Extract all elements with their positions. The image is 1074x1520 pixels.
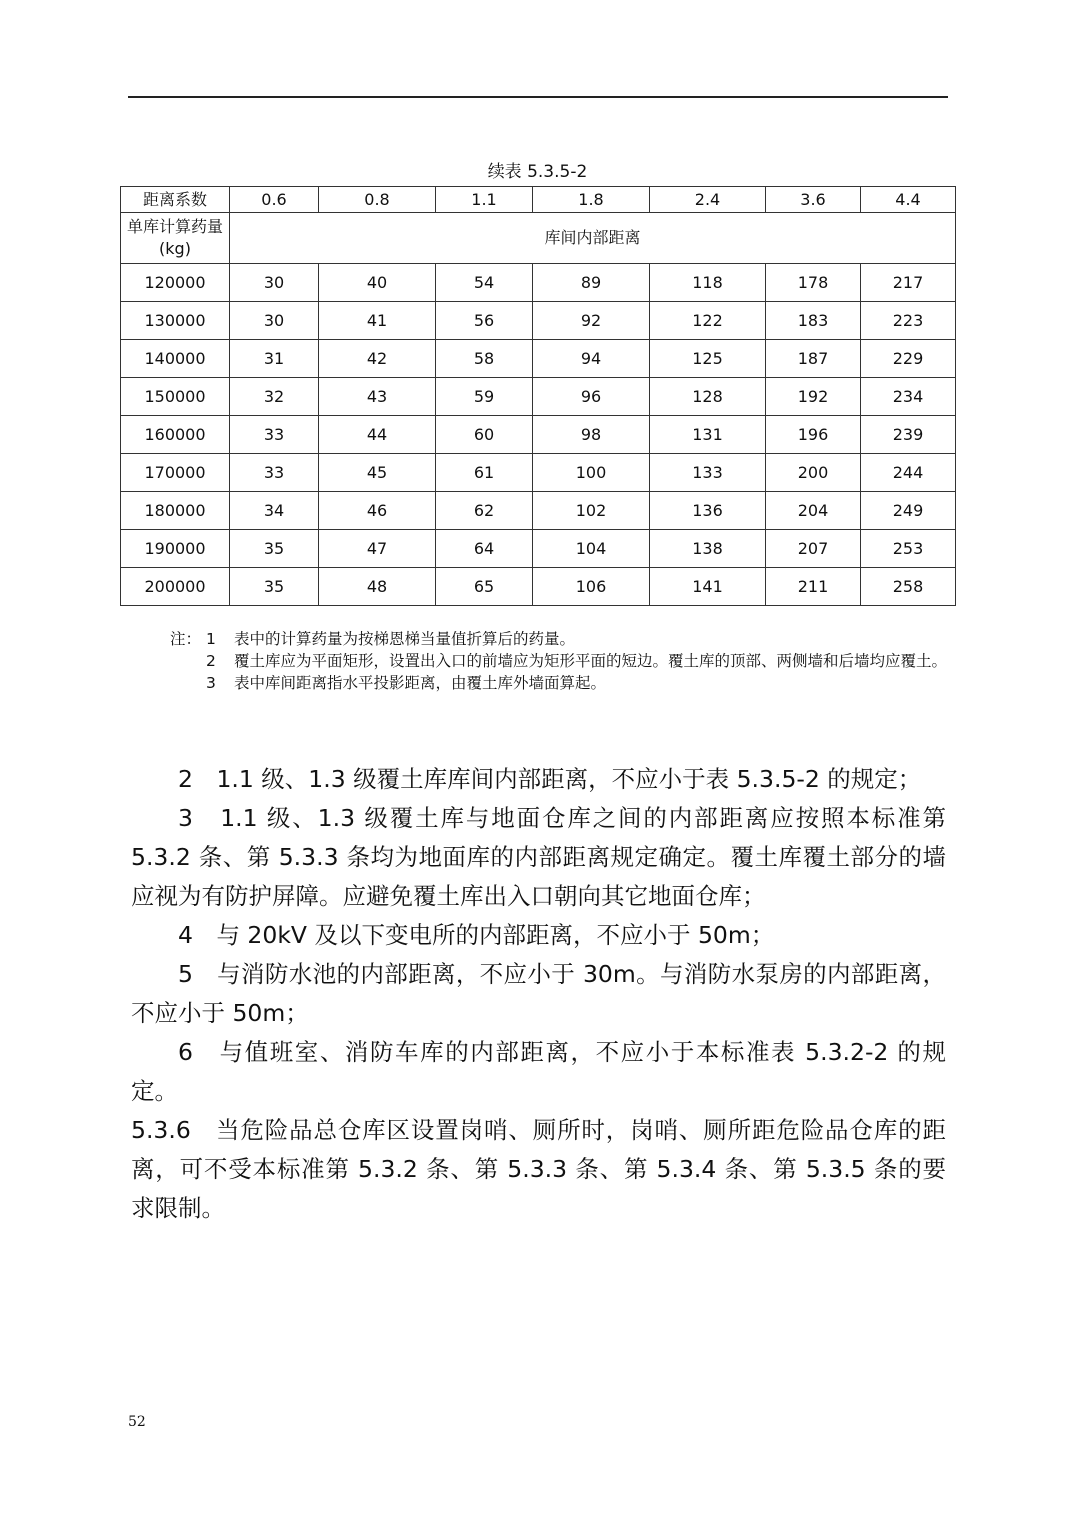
distance-cell: 42 xyxy=(319,340,436,378)
distance-cell: 104 xyxy=(533,530,650,568)
distance-cell: 61 xyxy=(436,454,533,492)
header-label: 距离系数 xyxy=(121,187,230,213)
note-text: 表中库间距离指水平投影距离，由覆土库外墙面算起。 xyxy=(234,674,607,692)
clause-6: 6 与值班室、消防车库的内部距离，不应小于本标准表 5.3.2-2 的规定。 xyxy=(131,1038,946,1105)
distance-cell: 136 xyxy=(650,492,766,530)
distance-cell: 34 xyxy=(230,492,319,530)
distance-cell: 31 xyxy=(230,340,319,378)
distance-cell: 131 xyxy=(650,416,766,454)
distance-cell: 138 xyxy=(650,530,766,568)
clause-2: 2 1.1 级、1.3 级覆土库库间内部距离，不应小于表 5.3.5-2 的规定； xyxy=(178,765,922,793)
distance-cell: 183 xyxy=(766,302,861,340)
distance-table xyxy=(120,186,956,606)
distance-cell: 48 xyxy=(319,568,436,606)
table-notes xyxy=(170,628,960,694)
note-text: 覆土库应为平面矩形，设置出入口的前墙应为矩形平面的短边。覆土库的顶部、两侧墙和后墙均应覆土。 xyxy=(234,652,948,670)
distance-cell: 43 xyxy=(319,378,436,416)
header-row xyxy=(121,187,956,213)
distance-cell: 46 xyxy=(319,492,436,530)
coefficient-cell: 3.6 xyxy=(766,187,861,213)
table-row xyxy=(121,416,956,454)
distance-cell: 94 xyxy=(533,340,650,378)
article-5-3-6: 5.3.6 当危险品总仓库区设置岗哨、厕所时，岗哨、厕所距危险品仓库的距离，可不受本标准第 5.3.2 条、第 5.3.3 条、第 5.3.4 条、第 5.3.5 条的要求限制。 xyxy=(131,1116,946,1222)
mass-cell: 150000 xyxy=(121,378,230,416)
coefficient-cell: 1.1 xyxy=(436,187,533,213)
distance-cell: 33 xyxy=(230,416,319,454)
distance-cell: 41 xyxy=(319,302,436,340)
distance-cell: 64 xyxy=(436,530,533,568)
table-caption: 续表 5.3.5-2 xyxy=(487,162,588,182)
clause-5: 5 与消防水池的内部距离，不应小于 30m。与消防水泵房的内部距离，不应小于 50m； xyxy=(131,960,946,1027)
distance-cell: 244 xyxy=(861,454,956,492)
distance-cell: 125 xyxy=(650,340,766,378)
mass-cell: 190000 xyxy=(121,530,230,568)
coefficient-cell: 0.6 xyxy=(230,187,319,213)
distance-cell: 56 xyxy=(436,302,533,340)
clause-3: 3 1.1 级、1.3 级覆土库与地面仓库之间的内部距离应按照本标准第 5.3.2 条、第 5.3.3 条均为地面库的内部距离规定确定。覆土库覆土部分的墙应视为有防护屏障。应避免覆土库出入口朝向其它地面仓库； xyxy=(131,804,946,910)
distance-cell: 35 xyxy=(230,530,319,568)
mass-cell: 200000 xyxy=(121,568,230,606)
header-rule xyxy=(128,96,948,98)
note-item xyxy=(170,672,960,694)
distance-cell: 217 xyxy=(861,264,956,302)
note-item xyxy=(170,628,960,650)
table-row xyxy=(121,302,956,340)
distance-cell: 58 xyxy=(436,340,533,378)
mass-cell: 120000 xyxy=(121,264,230,302)
distance-cell: 229 xyxy=(861,340,956,378)
coefficient-cell: 2.4 xyxy=(650,187,766,213)
mass-cell: 160000 xyxy=(121,416,230,454)
distance-cell: 33 xyxy=(230,454,319,492)
table-row xyxy=(121,378,956,416)
distance-cell: 234 xyxy=(861,378,956,416)
table-row xyxy=(121,454,956,492)
distance-cell: 200 xyxy=(766,454,861,492)
distance-cell: 62 xyxy=(436,492,533,530)
distance-cell: 32 xyxy=(230,378,319,416)
mass-cell: 170000 xyxy=(121,454,230,492)
subheader-row xyxy=(121,213,956,264)
distance-cell: 100 xyxy=(533,454,650,492)
distance-cell: 122 xyxy=(650,302,766,340)
coefficient-cell: 4.4 xyxy=(861,187,956,213)
distance-cell: 128 xyxy=(650,378,766,416)
distance-cell: 30 xyxy=(230,264,319,302)
distance-cell: 118 xyxy=(650,264,766,302)
distance-cell: 239 xyxy=(861,416,956,454)
distance-cell: 40 xyxy=(319,264,436,302)
table-row xyxy=(121,264,956,302)
distance-cell: 45 xyxy=(319,454,436,492)
note-number: 3 xyxy=(206,674,216,692)
row-label: 单库计算药量(kg) xyxy=(121,213,230,264)
distance-cell: 223 xyxy=(861,302,956,340)
coefficient-cell: 0.8 xyxy=(319,187,436,213)
distance-cell: 249 xyxy=(861,492,956,530)
distance-cell: 54 xyxy=(436,264,533,302)
distance-cell: 35 xyxy=(230,568,319,606)
distance-cell: 192 xyxy=(766,378,861,416)
note-text: 表中的计算药量为按梯恩梯当量值折算后的药量。 xyxy=(234,630,576,648)
distance-cell: 60 xyxy=(436,416,533,454)
distance-cell: 204 xyxy=(766,492,861,530)
distance-cell: 98 xyxy=(533,416,650,454)
distance-cell: 211 xyxy=(766,568,861,606)
coefficient-cell: 1.8 xyxy=(533,187,650,213)
distance-cell: 65 xyxy=(436,568,533,606)
mass-cell: 140000 xyxy=(121,340,230,378)
distance-cell: 187 xyxy=(766,340,861,378)
distance-cell: 96 xyxy=(533,378,650,416)
distance-cell: 102 xyxy=(533,492,650,530)
span-label: 库间内部距离 xyxy=(230,213,956,264)
note-number: 2 xyxy=(206,652,216,670)
distance-cell: 59 xyxy=(436,378,533,416)
distance-cell: 92 xyxy=(533,302,650,340)
note-number: 1 xyxy=(206,630,216,648)
body-text xyxy=(131,760,946,1228)
distance-cell: 196 xyxy=(766,416,861,454)
distance-cell: 89 xyxy=(533,264,650,302)
table-row xyxy=(121,492,956,530)
note-item xyxy=(170,650,960,672)
distance-cell: 133 xyxy=(650,454,766,492)
mass-cell: 180000 xyxy=(121,492,230,530)
distance-cell: 106 xyxy=(533,568,650,606)
page-number: 52 xyxy=(128,1414,146,1430)
distance-cell: 47 xyxy=(319,530,436,568)
distance-cell: 44 xyxy=(319,416,436,454)
distance-cell: 258 xyxy=(861,568,956,606)
distance-cell: 141 xyxy=(650,568,766,606)
distance-cell: 178 xyxy=(766,264,861,302)
note-label: 注： xyxy=(170,630,202,648)
distance-cell: 30 xyxy=(230,302,319,340)
table-row xyxy=(121,340,956,378)
table-row xyxy=(121,530,956,568)
table-row xyxy=(121,568,956,606)
distance-cell: 207 xyxy=(766,530,861,568)
mass-cell: 130000 xyxy=(121,302,230,340)
distance-cell: 253 xyxy=(861,530,956,568)
clause-4: 4 与 20kV 及以下变电所的内部距离，不应小于 50m； xyxy=(178,921,775,949)
